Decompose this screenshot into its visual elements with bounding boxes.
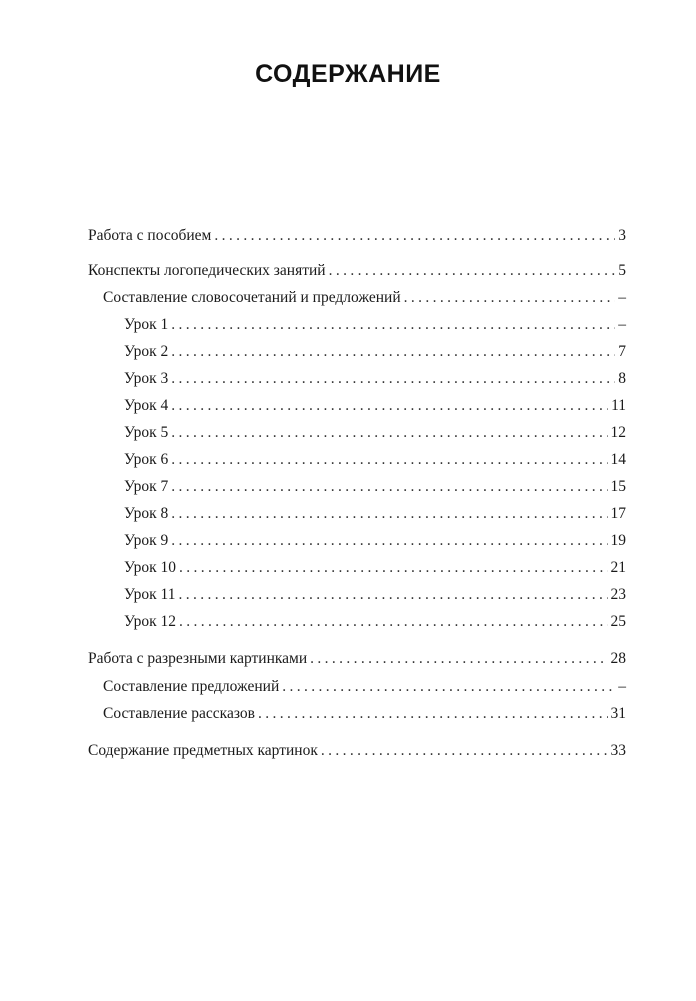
dot-leader bbox=[171, 341, 615, 363]
dot-leader bbox=[171, 395, 608, 417]
toc-entry-cut-pictures[interactable] bbox=[88, 648, 626, 670]
toc-entry-lesson-8[interactable] bbox=[88, 503, 626, 525]
toc-entry-label: Работа с пособием bbox=[88, 227, 212, 244]
toc-entry-label: Урок 2 bbox=[124, 343, 169, 360]
toc-entry-page: 11 bbox=[611, 397, 626, 414]
toc-entry-phrases-sentences[interactable] bbox=[88, 287, 626, 309]
toc-entry-lesson-9[interactable] bbox=[88, 530, 626, 552]
toc-entry-page: 3 bbox=[618, 227, 626, 244]
toc-entry-label: Работа с разрезными картинками bbox=[88, 650, 308, 667]
dot-leader bbox=[179, 611, 607, 633]
toc-entry-lesson-12[interactable] bbox=[88, 611, 626, 633]
dot-leader bbox=[179, 557, 607, 579]
dot-leader bbox=[178, 584, 607, 606]
dot-leader bbox=[310, 648, 607, 670]
toc-entry-label: Урок 1 bbox=[124, 316, 169, 333]
toc-entry-lesson-1[interactable] bbox=[88, 314, 626, 336]
dot-leader bbox=[258, 703, 608, 725]
toc-entry-page: 23 bbox=[610, 586, 626, 603]
toc-entry-page: 8 bbox=[618, 370, 626, 387]
toc-entry-label: Урок 12 bbox=[124, 613, 177, 630]
toc-entry-page: 28 bbox=[610, 650, 626, 667]
toc-entry-page: 15 bbox=[610, 478, 626, 495]
toc-entry-label: Урок 5 bbox=[124, 424, 169, 441]
toc-entry-lesson-10[interactable] bbox=[88, 557, 626, 579]
toc-entry-lesson-4[interactable] bbox=[88, 395, 626, 417]
toc-entry-label: Конспекты логопедических занятий bbox=[88, 262, 326, 279]
toc-entry-lesson-3[interactable] bbox=[88, 368, 626, 390]
dot-leader bbox=[171, 503, 607, 525]
toc-entry-page: 17 bbox=[610, 505, 626, 522]
toc-entry-label: Урок 7 bbox=[124, 478, 169, 495]
dot-leader bbox=[171, 422, 607, 444]
toc-entry-label: Урок 8 bbox=[124, 505, 169, 522]
toc-entry-label: Содержание предметных картинок bbox=[88, 742, 318, 759]
toc-entry-label: Составление предложений bbox=[103, 678, 280, 695]
toc-entry-label: Урок 10 bbox=[124, 559, 177, 576]
toc-entry-label: Урок 9 bbox=[124, 532, 169, 549]
toc-entry-lesson-11[interactable] bbox=[88, 584, 626, 606]
dot-leader bbox=[404, 287, 616, 309]
toc-entry-label: Составление рассказов bbox=[103, 705, 255, 722]
toc-entry-label: Составление словосочетаний и предложений bbox=[103, 289, 401, 306]
dot-leader bbox=[171, 476, 607, 498]
toc-entry-label: Урок 3 bbox=[124, 370, 169, 387]
toc-entry-page: 5 bbox=[618, 262, 626, 279]
toc-entry-lesson-notes[interactable] bbox=[88, 260, 626, 282]
toc-entry-working-with-manual[interactable] bbox=[88, 225, 626, 247]
dot-leader bbox=[171, 314, 615, 336]
toc-entry-lesson-2[interactable] bbox=[88, 341, 626, 363]
dot-leader bbox=[214, 225, 615, 247]
dot-leader bbox=[171, 368, 615, 390]
toc-entry-page: – bbox=[618, 678, 626, 695]
toc-entry-page: 14 bbox=[610, 451, 626, 468]
dot-leader bbox=[171, 449, 607, 471]
toc-entry-page: 12 bbox=[610, 424, 626, 441]
toc-entry-label: Урок 11 bbox=[124, 586, 176, 603]
toc-entry-page: – bbox=[618, 316, 626, 333]
toc-entry-label: Урок 4 bbox=[124, 397, 169, 414]
page-title: СОДЕРЖАНИЕ bbox=[255, 60, 441, 88]
toc-entry-composing-stories[interactable] bbox=[88, 703, 626, 725]
toc-entry-lesson-5[interactable] bbox=[88, 422, 626, 444]
toc-entry-lesson-7[interactable] bbox=[88, 476, 626, 498]
dot-leader bbox=[171, 530, 607, 552]
dot-leader bbox=[321, 740, 608, 762]
toc-entry-page: 7 bbox=[618, 343, 626, 360]
toc-entry-page: – bbox=[618, 289, 626, 306]
dot-leader bbox=[329, 260, 616, 282]
toc-entry-page: 31 bbox=[610, 705, 626, 722]
toc-entry-composing-sentences[interactable] bbox=[88, 676, 626, 698]
dot-leader bbox=[282, 676, 615, 698]
toc-entry-label: Урок 6 bbox=[124, 451, 169, 468]
toc-entry-page: 19 bbox=[610, 532, 626, 549]
toc-entry-page: 33 bbox=[610, 742, 626, 759]
toc-entry-page: 25 bbox=[610, 613, 626, 630]
toc-entry-picture-contents[interactable] bbox=[88, 740, 626, 762]
toc-entry-page: 21 bbox=[610, 559, 626, 576]
toc-entry-lesson-6[interactable] bbox=[88, 449, 626, 471]
